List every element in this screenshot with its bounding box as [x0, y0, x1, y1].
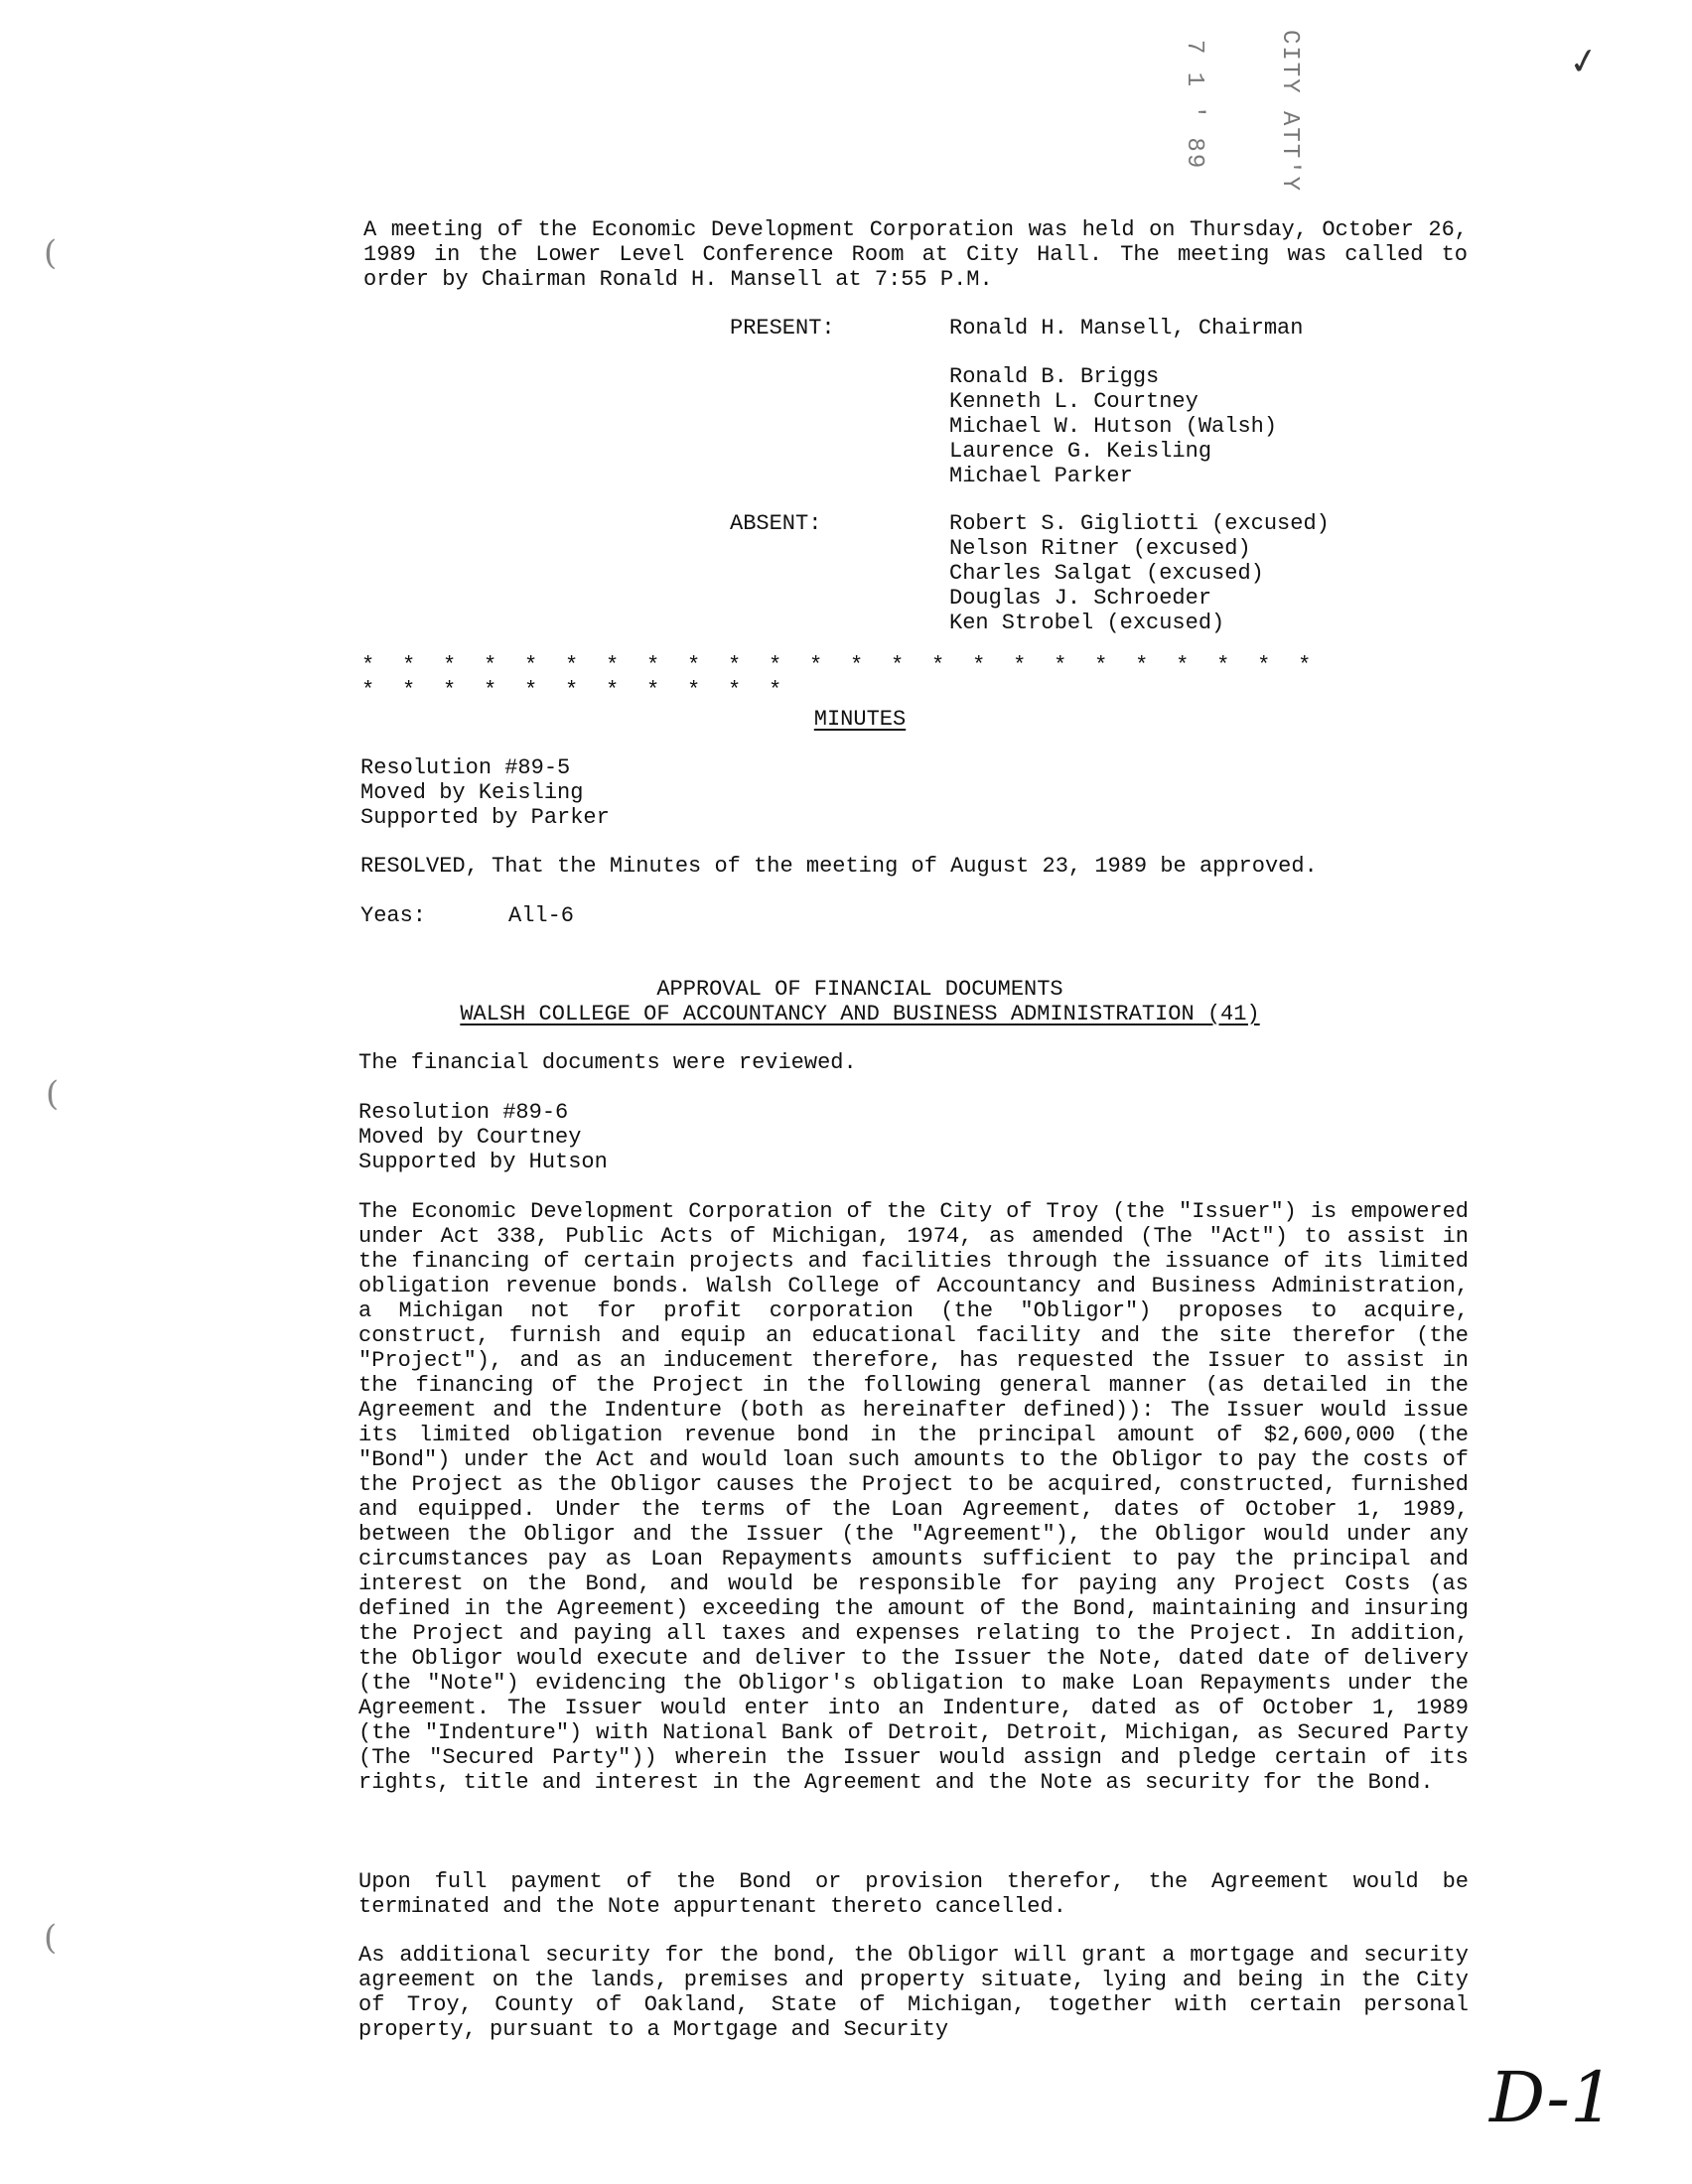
- present-member: Ronald B. Briggs: [949, 364, 1160, 389]
- minutes-resolution-number: Resolution #89-5: [360, 755, 571, 780]
- minutes-resolved: RESOLVED, That the Minutes of the meeting of August 23, 1989 be approved.: [360, 854, 1318, 879]
- minutes-resolution-block: [360, 755, 1056, 830]
- absent-label: ABSENT:: [730, 511, 822, 536]
- financial-moved-by: Moved by Courtney: [358, 1125, 582, 1150]
- minutes-yeas: [360, 903, 758, 928]
- stamp-text-bottom: 7 1 ' 89: [1181, 40, 1207, 171]
- financial-resolution-number: Resolution #89-6: [358, 1100, 569, 1125]
- financial-supported-by: Supported by Hutson: [358, 1150, 608, 1174]
- present-member: Laurence G. Keisling: [949, 439, 1212, 464]
- financial-resolution-block: [358, 1100, 1054, 1174]
- present-chair: Ronald H. Mansell, Chairman: [949, 316, 1304, 341]
- security-paragraph: As additional security for the bond, the Obligor will grant a mortgage and security agreement on the lands, premises and property situate, lying and being in the City of Troy, County of Oakland, State of Michigan, together with certain personal property, pursuant to a Mortgage and Security: [358, 1943, 1469, 2042]
- present-member: Kenneth L. Courtney: [949, 389, 1198, 414]
- intro-paragraph: A meeting of the Economic Development Corporation was held on Thursday, October 26, 1989 in the Lower Level Conference Room at City Hall. The meeting was called to order by Chairman Ronald H. Mansell at 7:55 P.M.: [363, 217, 1468, 292]
- page-number-mark: D-1: [1489, 2057, 1615, 2138]
- minutes-supported-by: Supported by Parker: [360, 805, 610, 830]
- minutes-heading: MINUTES: [813, 707, 907, 732]
- absent-list: [949, 511, 1330, 635]
- absent-member: Robert S. Gigliotti (excused): [949, 511, 1330, 536]
- absent-member: Douglas J. Schroeder: [949, 586, 1212, 611]
- financial-heading-1: APPROVAL OF FINANCIAL DOCUMENTS: [656, 977, 1063, 1002]
- financial-body-paragraph: The Economic Development Corporation of the City of Troy (the "Issuer") is empowered under Act 338, Public Acts of Michigan, 1974, as amended (The "Act") to assist in the financing of certain projects and facilities through the issuance of its limited obligation revenue bonds. Walsh College of Accountancy and Business Administration, a Michigan not for profit corporation (the "Obligor") proposes to acquire, construct, furnish and equip an educational facility and the site therefor (the "Project"), and as an inducement therefore, has requested the Issuer to assist in the financing of the Project in the following general manner (as detailed in the Agreement and the Indenture (both as hereinafter defined)): The Issuer would issue its limited obligation revenue bond in the principal amount of $2,600,000 (the "Bond") under the Act and would loan such amounts to the Obligor to pay the costs of the Project as the Obligor causes the Project to be acquired, constructed, furnished and equipped. Under the terms of the Loan Agreement, dates of October 1, 1989, between the Obligor and the Issuer (the "Agreement"), the Obligor would under any circumstances pay as Loan Repayments amounts sufficient to pay the principal and interest on the Bond, and would be responsible for paying any Project Costs (as defined in the Agreement) exceeding the amount of the Bond, maintaining and insuring the Project and paying all taxes and expenses relating to the Project. In addition, the Obligor would execute and deliver to the Issuer the Note, dated date of delivery (the "Note") evidencing the Obligor's obligation to make Loan Repayments under the Agreement. The Issuer would enter into an Indenture, dated as of October 1, 1989 (the "Indenture") with National Bank of Detroit, Detroit, Michigan, as Secured Party (The "Secured Party")) wherein the Issuer would assign and pledge certain of its rights, title and interest in the Agreement and the Note as security for the Bond.: [358, 1199, 1469, 1795]
- absent-member: Ken Strobel (excused): [949, 611, 1225, 635]
- checkmark: ✓: [1565, 39, 1603, 85]
- margin-bracket-2: (: [46, 1074, 60, 1114]
- financial-reviewed: The financial documents were reviewed.: [358, 1050, 857, 1075]
- financial-body-continuation: Upon full payment of the Bond or provision therefor, the Agreement would be terminated and the Note appurtenant thereto cancelled.: [358, 1869, 1469, 1919]
- margin-bracket-3: (: [44, 1918, 58, 1958]
- minutes-heading-wrap: [363, 707, 1356, 732]
- stamp-text-top: CITY ATT'Y: [1276, 30, 1303, 194]
- divider-stars: * * * * * * * * * * * * * * * * * * * * * * * * * * * * * * * * * * *: [361, 653, 1319, 703]
- present-list: [949, 364, 1277, 488]
- absent-member: Charles Salgat (excused): [949, 561, 1264, 586]
- present-member: Michael Parker: [949, 464, 1133, 488]
- present-label: PRESENT:: [730, 316, 835, 341]
- received-stamp-date: [1178, 40, 1207, 199]
- yeas-label: Yeas:: [360, 903, 427, 928]
- financial-heading-2-wrap: [363, 1002, 1356, 1026]
- financial-heading-2: WALSH COLLEGE OF ACCOUNTANCY AND BUSINESS ADMINISTRATION (41): [460, 1002, 1260, 1026]
- yeas-value: All-6: [508, 903, 575, 928]
- received-stamp: [1273, 30, 1303, 218]
- present-member: Michael W. Hutson (Walsh): [949, 414, 1278, 439]
- attendance-block: [730, 316, 1425, 643]
- minutes-moved-by: Moved by Keisling: [360, 780, 584, 805]
- absent-member: Nelson Ritner (excused): [949, 536, 1251, 561]
- margin-bracket-1: (: [44, 233, 58, 273]
